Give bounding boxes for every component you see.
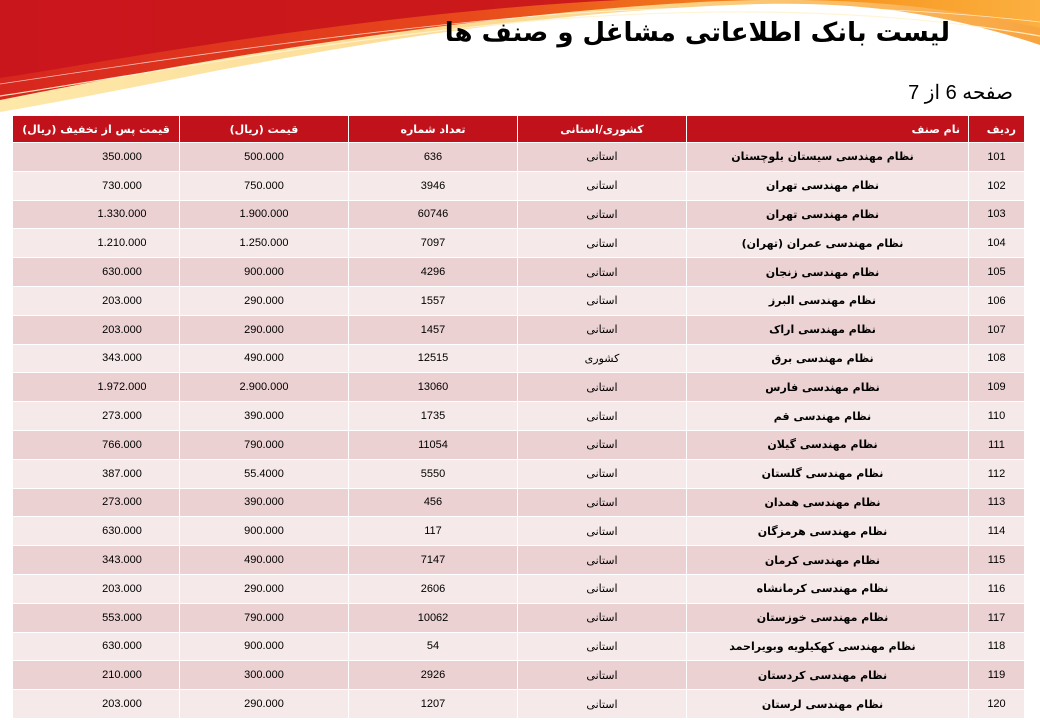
table-row [13,603,1025,632]
cell-num: 113 [969,488,1025,517]
cell-name: نظام مهندسی عمران (تهران) [687,229,969,258]
cell-count: 5550 [349,459,518,488]
cell-name: نظام مهندسی سیستان بلوچستان [687,143,969,172]
table-row [13,661,1025,690]
cell-price: 390.000 [180,488,349,517]
cell-discount: 203.000 [13,690,180,719]
cell-discount: 343.000 [13,344,180,373]
table-header-row [13,116,1025,143]
cell-price: 390.000 [180,402,349,431]
table-row [13,315,1025,344]
cell-name: نظام مهندسی فارس [687,373,969,402]
cell-discount: 203.000 [13,315,180,344]
cell-type: استانی [518,402,687,431]
cell-type: کشوری [518,344,687,373]
cell-num: 108 [969,344,1025,373]
cell-type: استانی [518,430,687,459]
cell-type: استانی [518,517,687,546]
table-row [13,200,1025,229]
table-row [13,574,1025,603]
cell-price: 490.000 [180,546,349,575]
cell-num: 104 [969,229,1025,258]
cell-price: 900.000 [180,258,349,287]
cell-price: 490.000 [180,344,349,373]
cell-name: نظام مهندسی البرز [687,286,969,315]
cell-count: 1207 [349,690,518,719]
header-type: کشوری/استانی [518,116,687,143]
cell-discount: 343.000 [13,546,180,575]
table-row [13,229,1025,258]
cell-discount: 730.000 [13,171,180,200]
cell-type: استانی [518,690,687,719]
table-row [13,402,1025,431]
cell-type: استانی [518,229,687,258]
cell-num: 109 [969,373,1025,402]
table-row [13,488,1025,517]
cell-type: استانی [518,603,687,632]
cell-price: 55.4000 [180,459,349,488]
cell-discount: 630.000 [13,258,180,287]
table-row [13,430,1025,459]
cell-count: 3946 [349,171,518,200]
cell-price: 290.000 [180,315,349,344]
cell-num: 115 [969,546,1025,575]
cell-name: نظام مهندسی همدان [687,488,969,517]
cell-price: 1.900.000 [180,200,349,229]
cell-name: نظام مهندسی قم [687,402,969,431]
cell-discount: 630.000 [13,632,180,661]
table-row [13,344,1025,373]
cell-count: 11054 [349,430,518,459]
cell-type: استانی [518,286,687,315]
table-row [13,632,1025,661]
cell-name: نظام مهندسی برق [687,344,969,373]
cell-num: 118 [969,632,1025,661]
cell-num: 101 [969,143,1025,172]
table-row [13,373,1025,402]
cell-discount: 553.000 [13,603,180,632]
table-row [13,143,1025,172]
table-row [13,517,1025,546]
table-row [13,546,1025,575]
cell-discount: 766.000 [13,430,180,459]
cell-price: 1.250.000 [180,229,349,258]
cell-name: نظام مهندسی لرستان [687,690,969,719]
cell-discount: 203.000 [13,574,180,603]
cell-name: نظام مهندسی تهران [687,171,969,200]
cell-discount: 273.000 [13,402,180,431]
cell-type: استانی [518,373,687,402]
cell-price: 300.000 [180,661,349,690]
cell-discount: 1.972.000 [13,373,180,402]
cell-price: 500.000 [180,143,349,172]
cell-num: 106 [969,286,1025,315]
cell-num: 114 [969,517,1025,546]
cell-type: استانی [518,488,687,517]
cell-discount: 1.210.000 [13,229,180,258]
cell-num: 107 [969,315,1025,344]
cell-count: 456 [349,488,518,517]
cell-name: نظام مهندسی گیلان [687,430,969,459]
cell-count: 117 [349,517,518,546]
cell-num: 112 [969,459,1025,488]
cell-discount: 210.000 [13,661,180,690]
cell-count: 2606 [349,574,518,603]
cell-name: نظام مهندسی کردستان [687,661,969,690]
table-row [13,258,1025,287]
cell-num: 110 [969,402,1025,431]
cell-name: نظام مهندسی زنجان [687,258,969,287]
cell-name: نظام مهندسی اراک [687,315,969,344]
page-title: لیست بانک اطلاعاتی مشاغل و صنف ها [444,18,950,48]
cell-num: 119 [969,661,1025,690]
header-name: نام صنف [687,116,969,143]
cell-name: نظام مهندسی هرمزگان [687,517,969,546]
cell-name: نظام مهندسی کرمان [687,546,969,575]
cell-count: 636 [349,143,518,172]
cell-name: نظام مهندسی گلستان [687,459,969,488]
header-num: ردیف [969,116,1025,143]
header-discount: قیمت پس از تخفیف (ریال) [13,116,180,143]
header-price: قیمت (ریال) [180,116,349,143]
cell-count: 4296 [349,258,518,287]
cell-count: 1457 [349,315,518,344]
cell-name: نظام مهندسی کرمانشاه [687,574,969,603]
cell-type: استانی [518,143,687,172]
cell-count: 60746 [349,200,518,229]
page-indicator: صفحه 6 از 7 [908,82,1013,104]
cell-type: استانی [518,258,687,287]
cell-count: 7147 [349,546,518,575]
cell-price: 290.000 [180,574,349,603]
cell-name: نظام مهندسی کهکیلویه وبویراحمد [687,632,969,661]
cell-type: استانی [518,546,687,575]
cell-num: 102 [969,171,1025,200]
cell-count: 1557 [349,286,518,315]
cell-num: 105 [969,258,1025,287]
cell-type: استانی [518,632,687,661]
cell-num: 111 [969,430,1025,459]
cell-type: استانی [518,661,687,690]
cell-type: استانی [518,171,687,200]
cell-price: 2.900.000 [180,373,349,402]
cell-num: 120 [969,690,1025,719]
cell-num: 117 [969,603,1025,632]
price-table [12,115,1025,719]
cell-count: 10062 [349,603,518,632]
cell-price: 790.000 [180,603,349,632]
cell-num: 103 [969,200,1025,229]
cell-discount: 350.000 [13,143,180,172]
cell-count: 54 [349,632,518,661]
cell-discount: 203.000 [13,286,180,315]
cell-num: 116 [969,574,1025,603]
table-row [13,286,1025,315]
cell-price: 290.000 [180,690,349,719]
cell-discount: 1.330.000 [13,200,180,229]
cell-name: نظام مهندسی تهران [687,200,969,229]
cell-type: استانی [518,315,687,344]
cell-price: 790.000 [180,430,349,459]
cell-discount: 387.000 [13,459,180,488]
cell-name: نظام مهندسی خوزستان [687,603,969,632]
header-count: تعداد شماره [349,116,518,143]
cell-discount: 273.000 [13,488,180,517]
table-row [13,459,1025,488]
cell-type: استانی [518,459,687,488]
cell-count: 12515 [349,344,518,373]
cell-count: 7097 [349,229,518,258]
cell-price: 750.000 [180,171,349,200]
cell-count: 2926 [349,661,518,690]
cell-count: 13060 [349,373,518,402]
cell-price: 900.000 [180,517,349,546]
cell-discount: 630.000 [13,517,180,546]
cell-price: 290.000 [180,286,349,315]
table-row [13,690,1025,719]
cell-price: 900.000 [180,632,349,661]
table-row [13,171,1025,200]
cell-type: استانی [518,574,687,603]
cell-count: 1735 [349,402,518,431]
cell-type: استانی [518,200,687,229]
